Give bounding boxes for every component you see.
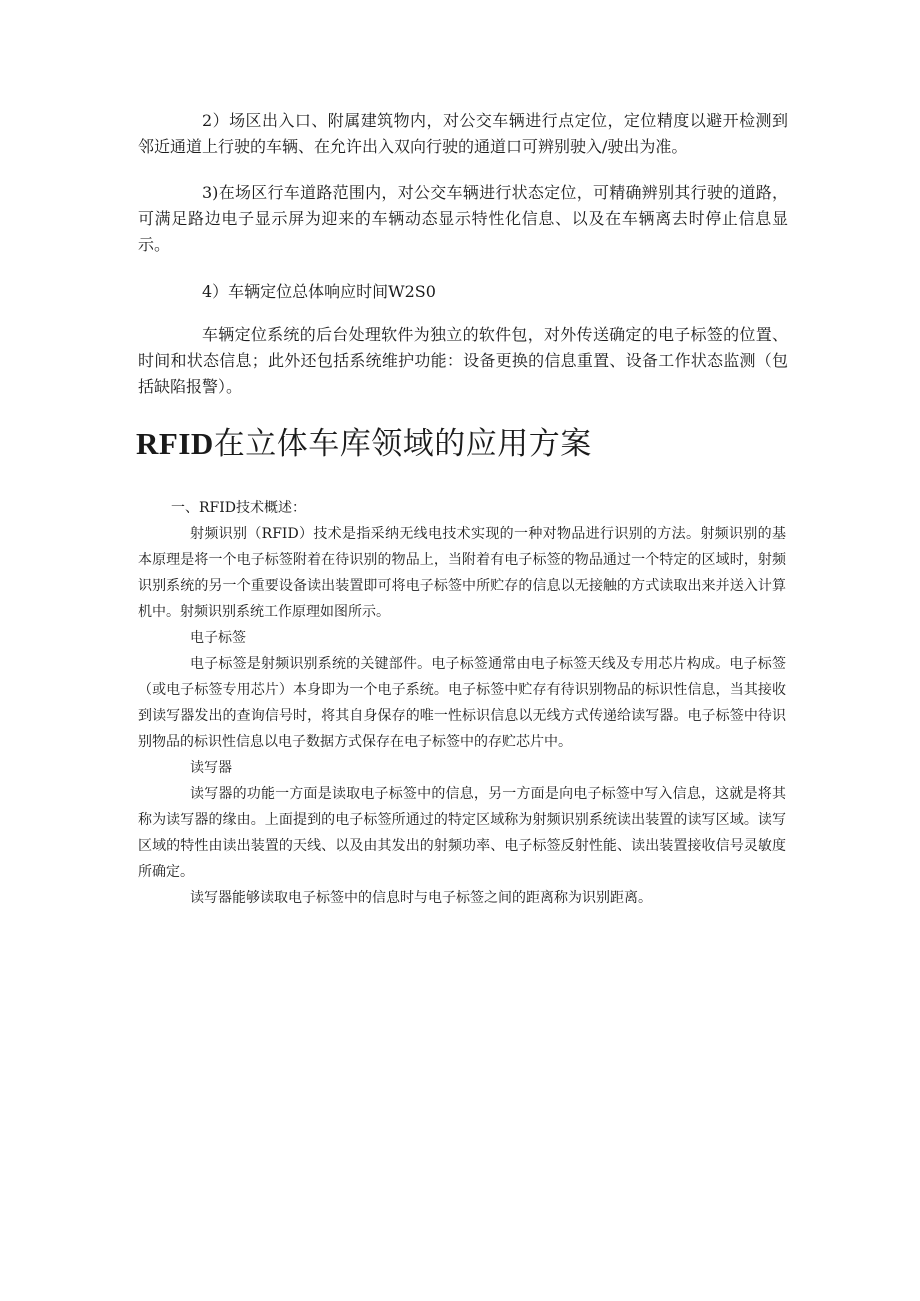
paragraph-rfid-intro: 射频识别（RFID）技术是指采纳无线电技术实现的一种对物品进行识别的方法。射频识别的基本原理是将一个电子标签附着在待识别的物品上，当附着有电子标签的物品通过一个特定的区域时，射频识别系统的另一个重要设备读出装置即可将电子标签中所贮存的信息以无接触的方式读取出来并送入计算机中。射频识别系统工作原理如图所示。: [138, 526, 786, 620]
page-title: [136, 422, 836, 466]
page-title-latin: RFID: [136, 426, 214, 461]
paragraph-reader: 读写器的功能一方面是读取电子标签中的信息，另一方面是向电子标签中写入信息，这就是将其称为读写器的缘由。上面提到的电子标签所通过的特定区域称为射频识别系统读出装置的读写区域。读写区域的特性由读出装置的天线、以及由其发出的射频功率、电子标签反射性能、读出装置接收信号灵敏度所确定。: [138, 786, 786, 880]
subheading-reader: 读写器: [190, 760, 232, 776]
paragraph-backend-software: 车辆定位系统的后台处理软件为独立的软件包，对外传送确定的电子标签的位置、时间和状态信息；此外还包括系统维护功能：设备更换的信息重置、设备工作状态监测（包括缺陷报警）。: [138, 325, 788, 396]
paragraph-electronic-tag: 电子标签是射频识别系统的关键部件。电子标签通常由电子标签天线及专用芯片构成。电子标签（或电子标签专用芯片）本身即为一个电子系统。电子标签中贮存有待识别物品的标识性信息，当其接收到读写器发出的查询信号时，将其自身保存的唯一性标识信息以无线方式传递给读写器。电子标签中待识别物品的标识性信息以电子数据方式保存在电子标签中的存贮芯片中。: [138, 656, 786, 750]
paragraph-entrance-positioning: 2）场区出入口、附属建筑物内，对公交车辆进行点定位，定位精度以避开检测到邻近通道上行驶的车辆、在允许出入双向行驶的通道口可辨别驶入/驶出为准。: [138, 111, 788, 156]
page-title-rest: 在立体车库领域的应用方案: [213, 426, 592, 462]
subheading-electronic-tag: 电子标签: [190, 630, 246, 646]
paragraph-road-status-positioning: 3)在场区行车道路范围内，对公交车辆进行状态定位，可精确辨别其行驶的道路，可满足路边电子显示屏为迎来的车辆动态显示特性化信息、以及在车辆离去时停止信息显示。: [138, 183, 788, 254]
paragraph-response-time: 4）车辆定位总体响应时间W2S0: [202, 282, 436, 301]
section-title-rfid-overview: 一、RFID技术概述：: [171, 500, 307, 516]
paragraph-reading-distance: 读写器能够读取电子标签中的信息时与电子标签之间的距离称为识别距离。: [190, 890, 652, 906]
